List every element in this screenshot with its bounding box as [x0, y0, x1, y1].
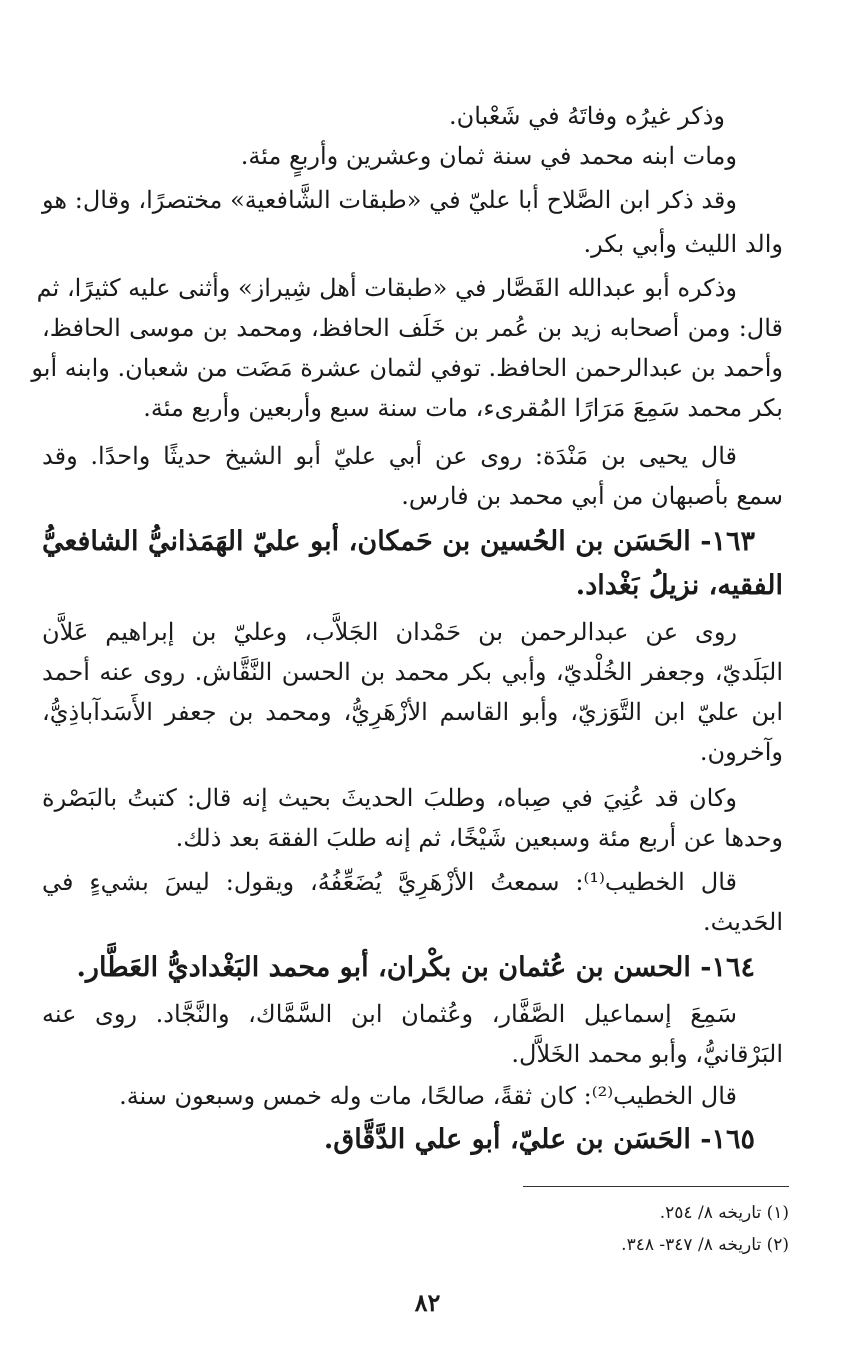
entry-heading: ١٦٥- الحَسَن بن عليّ، أبو علي الدَّقَّاق. — [323, 1124, 755, 1155]
entry-heading-cont: الفقيه، نزيلُ بَغْداد. — [575, 570, 783, 601]
text-line: روى عن عبدالرحمن بن حَمْدان الجَلاَّب، وعليّ بن إبراهيم عَلاَّن — [42, 618, 737, 646]
text-line: وقد ذكر ابن الصَّلاح أبا عليّ في «طبقات الشَّافعية» مختصرًا، وقال: هو — [42, 186, 737, 214]
text-line: بكر محمد سَمِعَ مَرَارًا المُقرىء، مات سنة سبع وأربعين وأربع مئة. — [143, 394, 783, 422]
text-line: قال الخطيب⁽¹⁾: سمعتُ الأزْهَرِيَّ يُضَعِّفُهُ، ويقول: ليسَ بشيءٍ في — [42, 868, 737, 896]
text-line: سمع بأصبهان من أبي محمد بن فارس. — [401, 482, 783, 510]
text-line: وحدها عن أربع مئة وسبعين شَيْخًا، ثم إنه طلبَ الفقهَ بعد ذلك. — [175, 824, 783, 852]
text-line: الحَديث. — [703, 908, 783, 936]
text-line: ابن عليّ ابن التَّوَزيّ، وأبو القاسم الأزْهَرِيُّ، ومحمد بن جعفر الأَسَدآباذِيُّ، — [42, 698, 783, 726]
text-line: والد الليث وأبي بكر. — [583, 230, 783, 258]
entry-heading: ١٦٣- الحَسَن بن الحُسين بن حَمكان، أبو عليّ الهَمَذانيُّ الشافعيُّ — [42, 526, 755, 557]
text-line: وذكره أبو عبدالله القَصَّار في «طبقات أهل شِيراز» وأثنى عليه كثيرًا، ثم — [36, 274, 737, 302]
page-number: ٨٢ — [414, 1288, 441, 1317]
text-line: قال الخطيب⁽²⁾: كان ثقةً، صالحًا، مات وله خمس وسبعون سنة. — [119, 1082, 737, 1110]
footnote: (١) تاريخه ٨/ ٢٥٤. — [659, 1203, 789, 1223]
text-line: وأحمد بن عبدالرحمن الحافظ. توفي لثمان عشرة مَضَت من شعبان. وابنه أبو — [31, 354, 783, 382]
entry-heading: ١٦٤- الحسن بن عُثمان بن بكْران، أبو محمد البَغْداديُّ العَطَّار. — [76, 952, 755, 983]
footnote-rule — [523, 1186, 789, 1187]
text-line: سَمِعَ إسماعيل الصَّفَّار، وعُثمان ابن السَّمَّاك، والنَّجَّاد. روى عنه — [42, 1000, 737, 1028]
footnote: (٢) تاريخه ٨/ ٣٤٧- ٣٤٨. — [621, 1235, 789, 1255]
text-line: وذكر غيرُه وفاتَهُ في شَعْبان. — [449, 102, 725, 130]
text-line: قال يحيى بن مَنْدَة: روى عن أبي عليّ أبو الشيخ حديثًا واحدًا. وقد — [42, 442, 737, 470]
text-line: ومات ابنه محمد في سنة ثمان وعشرين وأربعٍ مئة. — [240, 142, 737, 170]
text-line: البَرْقانيُّ، وأبو محمد الخَلاَّل. — [511, 1040, 783, 1068]
text-line: قال: ومن أصحابه زيد بن عُمر بن خَلَف الحافظ، ومحمد بن موسى الحافظ، — [42, 314, 783, 342]
text-line: البَلَديّ، وجعفر الخُلْديّ، وأبي بكر محمد بن الحسن النَّقَّاش. روى عنه أحمد — [42, 658, 783, 686]
text-line: وآخرون. — [699, 738, 783, 766]
text-line: وكان قد عُنِيَ في صِباه، وطلبَ الحديثَ بحيث إنه قال: كتبتُ بالبَصْرة — [42, 784, 737, 812]
